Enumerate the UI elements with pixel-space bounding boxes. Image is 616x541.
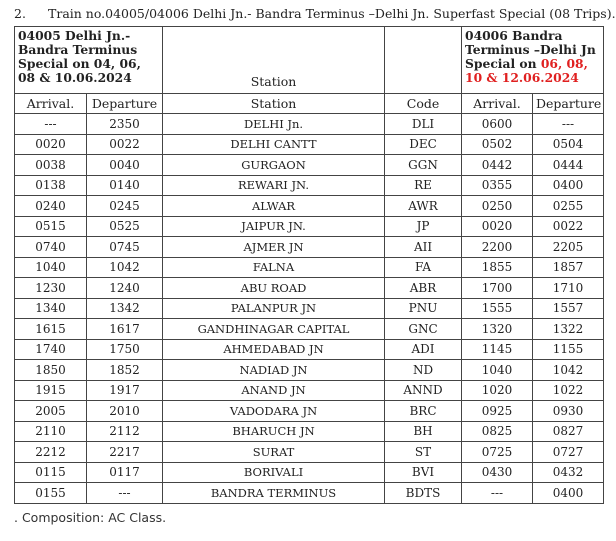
arrival-return-cell: ---: [462, 483, 533, 504]
column-header-row: [15, 94, 604, 114]
col-departure-return: Departure: [533, 94, 604, 114]
table-row: [15, 339, 604, 360]
code-cell: ADI: [385, 339, 462, 360]
arrival-cell: 0115: [15, 462, 87, 483]
station-cell: DELHI Jn.: [163, 114, 385, 135]
arrival-return-cell: 0502: [462, 134, 533, 155]
station-cell: ALWAR: [163, 196, 385, 217]
arrival-cell: 1040: [15, 257, 87, 278]
code-cell: FA: [385, 257, 462, 278]
arrival-cell: 1740: [15, 339, 87, 360]
station-cell: GANDHINAGAR CAPITAL: [163, 319, 385, 340]
departure-return-cell: 0400: [533, 483, 604, 504]
arrival-cell: 0240: [15, 196, 87, 217]
station-header-block: Station: [163, 27, 385, 94]
arrival-return-cell: 0430: [462, 462, 533, 483]
arrival-cell: 0155: [15, 483, 87, 504]
col-arrival-return: Arrival.: [462, 94, 533, 114]
arrival-cell: 1340: [15, 298, 87, 319]
departure-cell: 1240: [87, 278, 163, 299]
departure-return-cell: 1557: [533, 298, 604, 319]
station-cell: FALNA: [163, 257, 385, 278]
departure-return-cell: 0930: [533, 401, 604, 422]
table-row: [15, 196, 604, 217]
table-row: [15, 319, 604, 340]
code-cell: BVI: [385, 462, 462, 483]
col-arrival: Arrival.: [15, 94, 87, 114]
arrival-return-cell: 1040: [462, 360, 533, 381]
arrival-cell: 2110: [15, 421, 87, 442]
departure-cell: 1917: [87, 380, 163, 401]
code-cell: BH: [385, 421, 462, 442]
departure-return-cell: 1042: [533, 360, 604, 381]
arrival-cell: 1850: [15, 360, 87, 381]
table-row: [15, 380, 604, 401]
arrival-cell: 0020: [15, 134, 87, 155]
code-cell: ST: [385, 442, 462, 463]
col-station: Station: [163, 94, 385, 114]
code-cell: BRC: [385, 401, 462, 422]
arrival-cell: 0138: [15, 175, 87, 196]
arrival-cell: 0740: [15, 237, 87, 258]
timetable: [14, 26, 604, 504]
table-row: [15, 257, 604, 278]
code-cell: GGN: [385, 155, 462, 176]
station-cell: SURAT: [163, 442, 385, 463]
code-cell: AWR: [385, 196, 462, 217]
departure-return-cell: ---: [533, 114, 604, 135]
code-cell: BDTS: [385, 483, 462, 504]
departure-cell: 2112: [87, 421, 163, 442]
departure-cell: 0140: [87, 175, 163, 196]
arrival-return-cell: 2200: [462, 237, 533, 258]
arrival-return-cell: 0020: [462, 216, 533, 237]
heading-text: Train no.04005/04006 Delhi Jn.- Bandra Terminus –Delhi Jn. Superfast Special (08 Trips).: [48, 6, 616, 21]
station-cell: BORIVALI: [163, 462, 385, 483]
station-cell: AHMEDABAD JN: [163, 339, 385, 360]
departure-return-cell: 1710: [533, 278, 604, 299]
arrival-return-cell: 0600: [462, 114, 533, 135]
up-train-title: 04006 Bandra Terminus –Delhi Jn Special on: [465, 28, 596, 71]
table-row: [15, 421, 604, 442]
station-cell: ANAND JN: [163, 380, 385, 401]
departure-return-cell: 0727: [533, 442, 604, 463]
departure-cell: ---: [87, 483, 163, 504]
station-cell: ABU ROAD: [163, 278, 385, 299]
arrival-cell: 2212: [15, 442, 87, 463]
train-heading: [14, 6, 614, 21]
arrival-cell: 1230: [15, 278, 87, 299]
up-train-info: [462, 27, 604, 94]
departure-return-cell: 1022: [533, 380, 604, 401]
arrival-return-cell: 0442: [462, 155, 533, 176]
station-cell: REWARI JN.: [163, 175, 385, 196]
table-row: [15, 216, 604, 237]
code-cell: PNU: [385, 298, 462, 319]
col-departure: Departure: [87, 94, 163, 114]
station-cell: DELHI CANTT: [163, 134, 385, 155]
departure-cell: 2217: [87, 442, 163, 463]
departure-cell: 1852: [87, 360, 163, 381]
departure-return-cell: 0504: [533, 134, 604, 155]
arrival-return-cell: 0355: [462, 175, 533, 196]
station-cell: AJMER JN: [163, 237, 385, 258]
departure-return-cell: 0432: [533, 462, 604, 483]
departure-cell: 0745: [87, 237, 163, 258]
departure-return-cell: 0400: [533, 175, 604, 196]
arrival-return-cell: 0825: [462, 421, 533, 442]
arrival-return-cell: 1555: [462, 298, 533, 319]
departure-return-cell: 1322: [533, 319, 604, 340]
code-cell: ABR: [385, 278, 462, 299]
table-row: [15, 278, 604, 299]
arrival-cell: 2005: [15, 401, 87, 422]
code-cell: AII: [385, 237, 462, 258]
departure-return-cell: 0827: [533, 421, 604, 442]
code-cell: DLI: [385, 114, 462, 135]
up-train-dates: 06, 08, 10 & 12.06.2024: [465, 56, 588, 85]
departure-return-cell: 2205: [533, 237, 604, 258]
departure-return-cell: 1155: [533, 339, 604, 360]
arrival-cell: ---: [15, 114, 87, 135]
table-row: [15, 483, 604, 504]
departure-cell: 0117: [87, 462, 163, 483]
table-row: [15, 114, 604, 135]
station-cell: JAIPUR JN.: [163, 216, 385, 237]
station-cell: NADIAD JN: [163, 360, 385, 381]
arrival-return-cell: 1320: [462, 319, 533, 340]
train-header-row: [15, 27, 604, 94]
station-cell: GURGAON: [163, 155, 385, 176]
departure-return-cell: 1857: [533, 257, 604, 278]
departure-cell: 1750: [87, 339, 163, 360]
arrival-cell: 1615: [15, 319, 87, 340]
departure-cell: 1042: [87, 257, 163, 278]
station-cell: VADODARA JN: [163, 401, 385, 422]
departure-return-cell: 0022: [533, 216, 604, 237]
departure-cell: 1617: [87, 319, 163, 340]
table-row: [15, 442, 604, 463]
departure-cell: 1342: [87, 298, 163, 319]
code-cell: JP: [385, 216, 462, 237]
code-cell: ANND: [385, 380, 462, 401]
down-train-info: 04005 Delhi Jn.- Bandra Terminus Special on 04, 06, 08 & 10.06.2024: [15, 27, 163, 94]
composition-note: . Composition: AC Class.: [14, 510, 167, 525]
arrival-cell: 0038: [15, 155, 87, 176]
arrival-return-cell: 0725: [462, 442, 533, 463]
col-code: Code: [385, 94, 462, 114]
arrival-return-cell: 1020: [462, 380, 533, 401]
table-row: [15, 298, 604, 319]
table-row: [15, 237, 604, 258]
arrival-return-cell: 0250: [462, 196, 533, 217]
arrival-return-cell: 1855: [462, 257, 533, 278]
departure-cell: 2010: [87, 401, 163, 422]
code-cell: DEC: [385, 134, 462, 155]
table-row: [15, 134, 604, 155]
departure-cell: 0040: [87, 155, 163, 176]
station-cell: BANDRA TERMINUS: [163, 483, 385, 504]
departure-return-cell: 0444: [533, 155, 604, 176]
arrival-return-cell: 0925: [462, 401, 533, 422]
arrival-cell: 1915: [15, 380, 87, 401]
departure-cell: 2350: [87, 114, 163, 135]
departure-cell: 0022: [87, 134, 163, 155]
code-cell: RE: [385, 175, 462, 196]
heading-number: 2.: [14, 6, 26, 21]
table-row: [15, 462, 604, 483]
departure-cell: 0245: [87, 196, 163, 217]
arrival-return-cell: 1145: [462, 339, 533, 360]
departure-return-cell: 0255: [533, 196, 604, 217]
table-row: [15, 401, 604, 422]
departure-cell: 0525: [87, 216, 163, 237]
code-cell: ND: [385, 360, 462, 381]
table-row: [15, 175, 604, 196]
code-cell: GNC: [385, 319, 462, 340]
table-row: [15, 360, 604, 381]
station-cell: PALANPUR JN: [163, 298, 385, 319]
station-cell: BHARUCH JN: [163, 421, 385, 442]
table-row: [15, 155, 604, 176]
arrival-cell: 0515: [15, 216, 87, 237]
arrival-return-cell: 1700: [462, 278, 533, 299]
